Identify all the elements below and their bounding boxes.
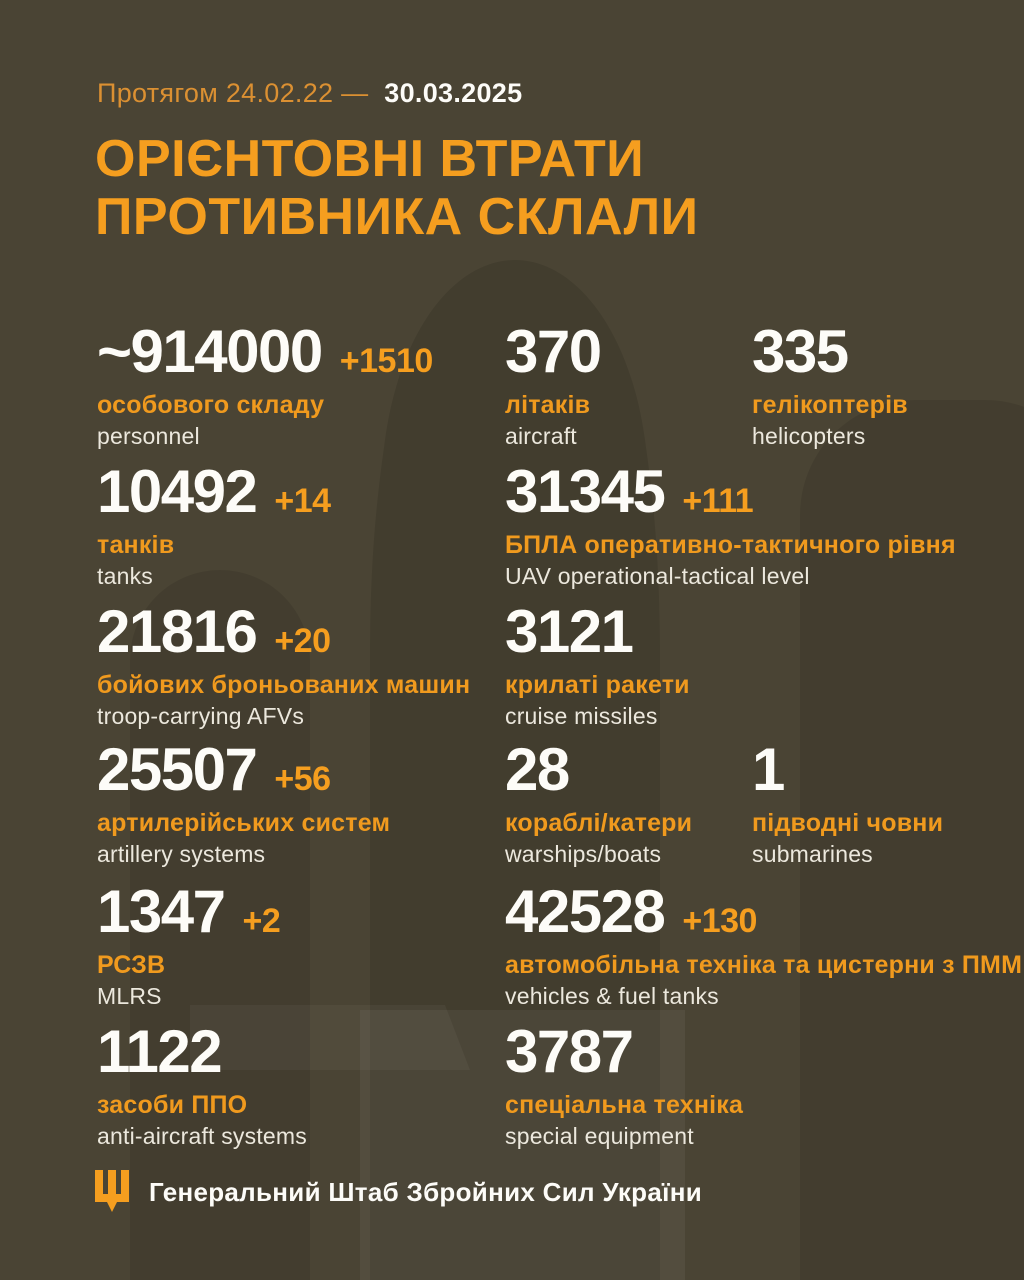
stat-helicopters (752, 318, 908, 450)
stat-label-uk: РСЗВ (97, 951, 166, 979)
tryzub-icon (95, 1170, 129, 1214)
stat-label-uk: особового складу (97, 391, 325, 419)
stat-aircraft (505, 318, 601, 450)
stat-label-en: vehicles & fuel tanks (505, 983, 719, 1009)
stat-tanks (97, 458, 331, 590)
stat-value: 28 (505, 736, 569, 803)
stat-afv (97, 598, 471, 730)
stat-label-uk: кораблі/катери (505, 809, 693, 837)
stat-submarines (752, 736, 944, 868)
period-prefix: Протягом 24.02.22 — (97, 78, 369, 108)
stat-value: 31345 (505, 458, 665, 525)
stat-label-uk: танків (97, 531, 175, 559)
stat-delta: +20 (274, 622, 331, 660)
stat-value: 3121 (505, 598, 633, 665)
stat-anti-aircraft (97, 1018, 307, 1150)
stat-value: 1347 (97, 878, 225, 945)
stat-delta: +111 (682, 482, 754, 520)
stat-label-uk: підводні човни (752, 809, 944, 837)
stat-label-uk: крилаті ракети (505, 671, 690, 699)
stat-label-en: anti-aircraft systems (97, 1123, 307, 1149)
stat-value: 3787 (505, 1018, 633, 1085)
stat-label-uk: літаків (505, 391, 591, 419)
stat-vehicles (505, 878, 1023, 1010)
stat-label-en: troop-carrying AFVs (97, 703, 305, 729)
stat-label-en: submarines (752, 841, 873, 867)
page-title (95, 130, 699, 246)
footer-org-name: Генеральний Штаб Збройних Сил України (149, 1176, 702, 1207)
stat-label-uk: спеціальна техніка (505, 1091, 744, 1119)
stat-label-uk: артилерійських систем (97, 809, 391, 837)
stat-label-uk: БПЛА оперативно-тактичного рівня (505, 531, 956, 559)
stat-value: 25507 (97, 736, 257, 803)
stat-label-en: tanks (97, 563, 153, 589)
stat-warships (505, 736, 693, 868)
stat-value: 1 (752, 736, 784, 803)
stat-artillery (97, 736, 391, 868)
stat-value: ~914000 (97, 318, 322, 385)
stat-label-en: helicopters (752, 423, 866, 449)
stat-value: 42528 (505, 878, 665, 945)
stat-value: 10492 (97, 458, 257, 525)
report-period (97, 78, 522, 109)
stat-label-uk: автомобільна техніка та цистерни з ПММ (505, 951, 1023, 979)
page-title-line2: ПРОТИВНИКА СКЛАЛИ (95, 188, 699, 247)
stat-label-en: special equipment (505, 1123, 694, 1149)
stat-delta: +2 (242, 902, 281, 940)
stat-label-en: artillery systems (97, 841, 266, 867)
stat-personnel (97, 318, 433, 450)
stat-delta: +1510 (339, 342, 433, 380)
stat-label-uk: засоби ППО (97, 1091, 248, 1119)
period-date: 30.03.2025 (384, 78, 523, 108)
stat-label-en: MLRS (97, 983, 162, 1009)
stat-delta: +56 (274, 760, 331, 798)
stat-uav (505, 458, 956, 590)
stat-value: 1122 (97, 1018, 222, 1085)
stat-cruise-missiles (505, 598, 690, 730)
stat-value: 335 (752, 318, 848, 385)
stat-label-uk: гелікоптерів (752, 391, 908, 419)
stat-label-en: warships/boats (505, 841, 662, 867)
stat-label-en: personnel (97, 423, 200, 449)
stat-label-en: UAV operational-tactical level (505, 563, 810, 589)
stat-delta: +130 (682, 902, 757, 940)
footer (95, 1170, 702, 1214)
stat-value: 370 (505, 318, 601, 385)
page-title-line1: ОРІЄНТОВНІ ВТРАТИ (95, 130, 645, 188)
stat-mlrs (97, 878, 281, 1010)
stat-label-uk: бойових броньованих машин (97, 671, 471, 699)
stat-label-en: cruise missiles (505, 703, 658, 729)
stat-label-en: aircraft (505, 423, 577, 449)
stat-special-equipment (505, 1018, 744, 1150)
stat-value: 21816 (97, 598, 257, 665)
stat-delta: +14 (274, 482, 331, 520)
